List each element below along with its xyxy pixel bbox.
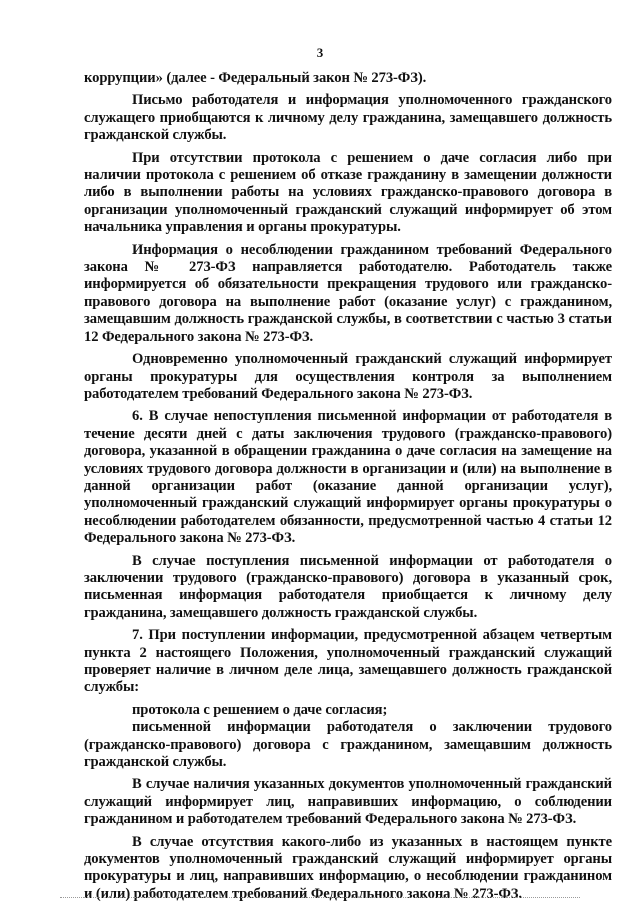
paragraph-documents-absent: В случае отсутствия какого-либо из указанных в настоящем пункте документов уполномоченный гражданский служащий информирует органы прокуратуры и лиц, направивших информацию, о несоблюдении гражданином и (или) работодателем требований Федерального закона № 273-ФЗ.: [84, 833, 612, 902]
paragraph-info-received: В случае поступления письменной информации от работодателя о заключении трудового (гражданско-правового) договора в указанный срок, письменная информация работодателя приобщается к личному делу гражданина, замещавшего должность гражданской службы.: [84, 552, 612, 621]
list-item-protocol: протокола с решением о даче согласия;: [132, 701, 388, 718]
list-item-employer-info: письменной информации работодателя о заключении трудового (гражданско-правового) договора с гражданином, замещавшим должность гражданской службы.: [84, 719, 612, 771]
page-number: 3: [316, 45, 324, 60]
paragraph-prosecutor-notice: Одновременно уполномоченный гражданский служащий информирует органы прокуратуры для осуществления контроля за выполнением работодателем требований Федерального закона № 273-ФЗ.: [84, 351, 612, 402]
document-body: [84, 70, 612, 908]
paragraph-item-7: 7. При поступлении информации, предусмотренной абзацем четвертым пункта 2 настоящего Положения, уполномоченный гражданский служащий проверяет наличие в личном деле лица, замещавшего должность гражданской службы:: [84, 627, 612, 696]
paragraph-employer-letter: Письмо работодателя и информация уполномоченного гражданского служащего приобщаются к личному делу гражданина, замещавшего должность гражданской службы.: [84, 92, 612, 144]
paragraph-item-6: 6. В случае непоступления письменной информации от работодателя в течение десяти дней с даты заключения трудового (гражданско-правового) договора, указанной в обращении гражданина о даче согласия на замещение на условиях трудового договора должности в организации и (или) на выполнение в данной организации работ (оказание данной организации услуг), уполномоченный гражданский служащий информирует органы прокуратуры о несоблюдении работодателем обязанности, предусмотренной частью 4 статьи 12 Федерального закона № 273-ФЗ.: [84, 408, 612, 547]
paragraph-continuation: коррупции» (далее - Федеральный закон № 273-ФЗ).: [84, 70, 427, 86]
paragraph-noncompliance-info: Информация о несоблюдении гражданином требований Федерального закона № 273-ФЗ направляется работодателю. Работодатель также информируется об обязательности прекращения трудового или гражданско-правового договора на выполнение работ (оказание услуг) с гражданином, замещавшим должность гражданской службы, в соответствии с частью 3 статьи 12 Федерального закона № 273-ФЗ.: [84, 241, 612, 345]
paragraph-no-protocol: При отсутствии протокола с решением о даче согласия либо при наличии протокола с решением об отказе гражданину в замещении должности либо в выполнении работы на условиях гражданско-правового договора в организации уполномоченный гражданский служащий информирует об этом начальника управления и органы прокуратуры.: [84, 149, 612, 236]
scan-edge-line: [60, 897, 580, 898]
paragraph-documents-present: В случае наличия указанных документов уполномоченный гражданский служащий информирует лиц, направивших информацию, о соблюдении гражданином и работодателем требований Федерального закона № 273-ФЗ.: [84, 776, 612, 828]
